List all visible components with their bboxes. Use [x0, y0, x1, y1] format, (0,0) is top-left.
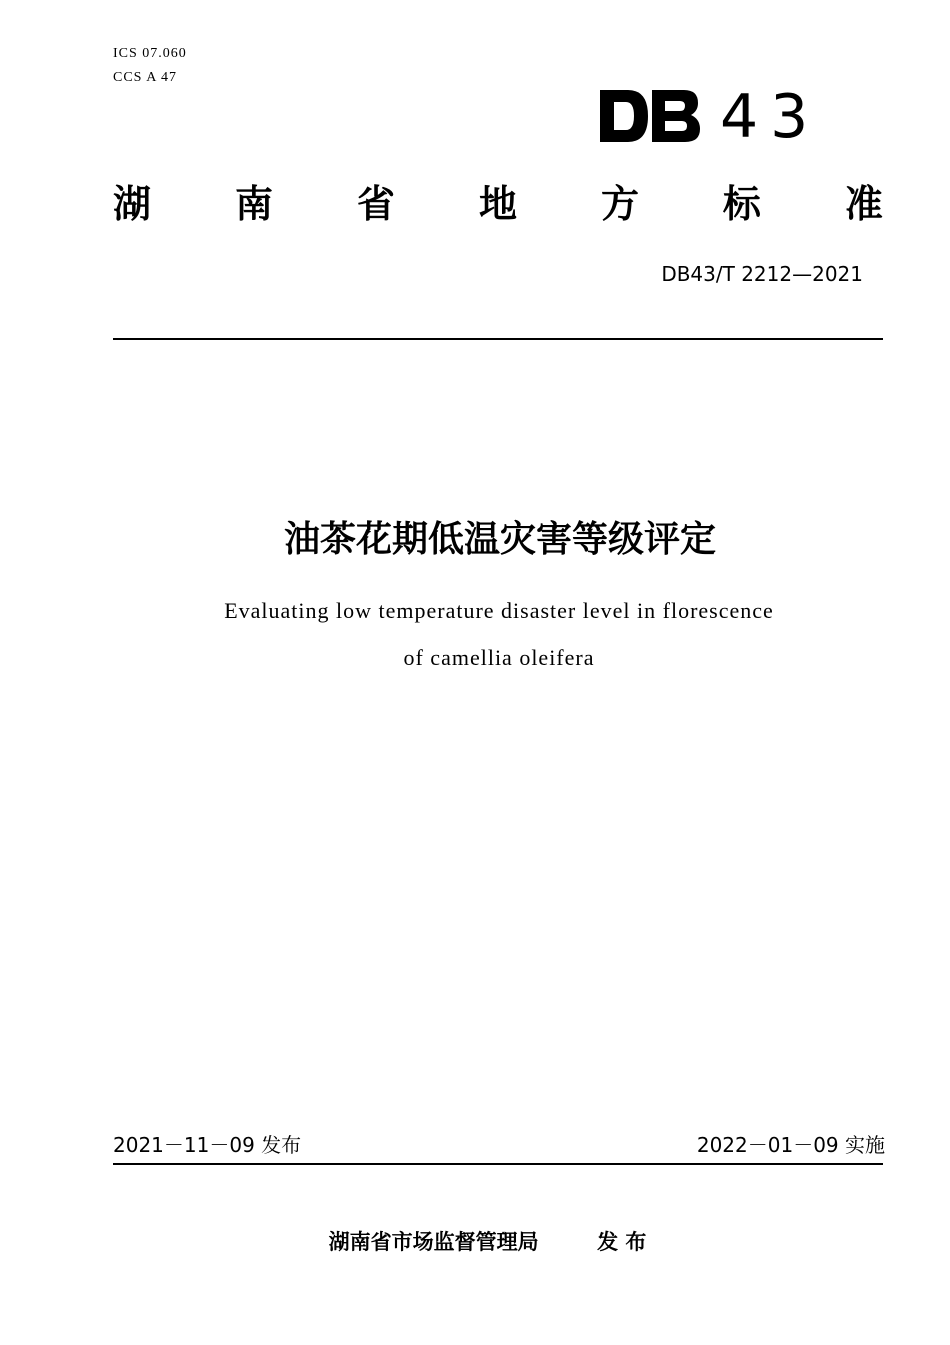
category-char: 方: [600, 182, 639, 226]
standard-number: DB43/T 2212—2021: [661, 262, 863, 286]
category-char: 地: [478, 182, 517, 226]
bottom-divider: [113, 1163, 883, 1165]
issuer-name: 湖南省市场监督管理局: [328, 1230, 539, 1254]
category-char: 湖: [113, 182, 152, 226]
db-province-number: 43: [720, 82, 821, 152]
issue-date: 2021－11－09 发布: [113, 1133, 302, 1157]
category-char: 准: [844, 182, 883, 226]
category-char: 标: [722, 182, 761, 226]
db-logo-mark-icon: [600, 90, 700, 142]
document-title-en-line1: Evaluating low temperature disaster level in florescence: [224, 598, 774, 623]
db-logo: [600, 82, 821, 152]
top-divider: [113, 338, 883, 340]
document-title-zh: 油茶花期低温灾害等级评定: [283, 519, 716, 560]
issuer-line: [0, 1229, 950, 1255]
ics-code: ICS 07.060: [113, 46, 187, 61]
issuer-action: 发 布: [597, 1230, 647, 1254]
ccs-code: CCS A 47: [113, 70, 178, 85]
document-title-en-line2: of camellia oleifera: [403, 645, 595, 670]
category-char: 南: [234, 182, 273, 226]
category-char: 省: [356, 182, 395, 226]
standard-category-title: [113, 180, 883, 228]
implementation-date: 2022－01－09 实施: [696, 1133, 885, 1157]
